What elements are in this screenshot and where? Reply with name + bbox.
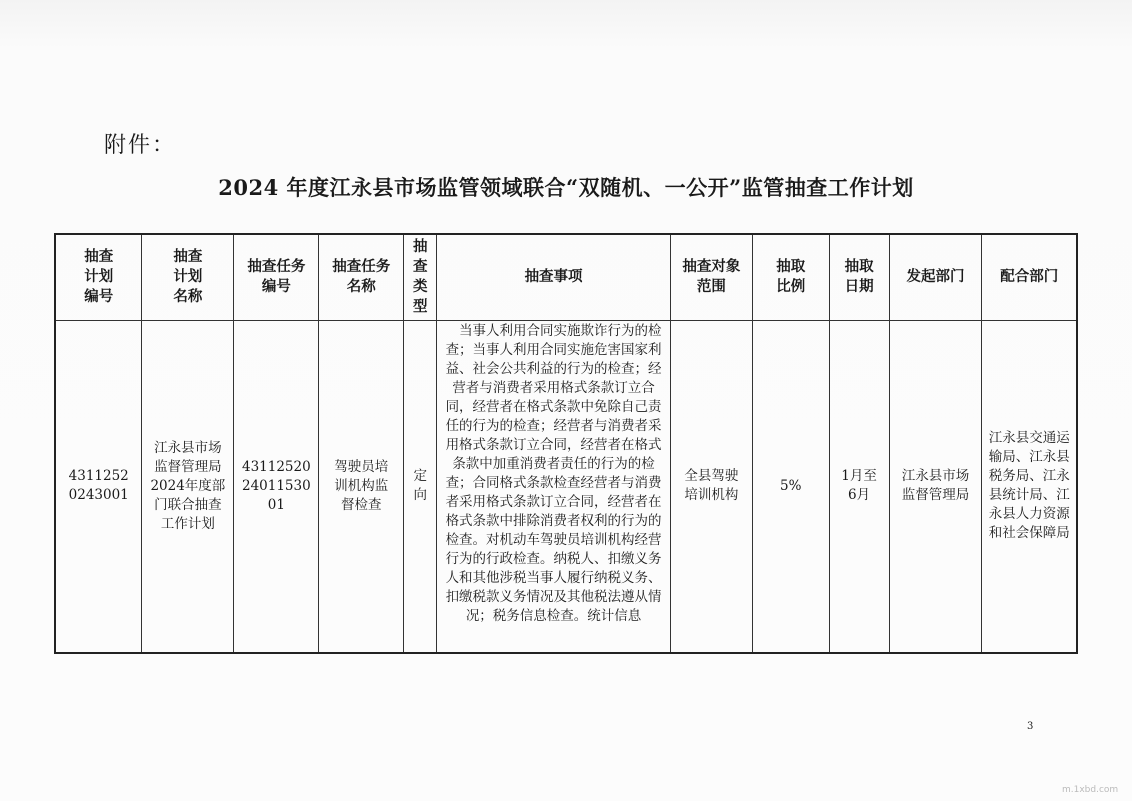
cell-ratio: 5%: [752, 320, 829, 653]
cell-cooperator: 江永县交通运输局、江永县税务局、江永县统计局、江永县人力资源和社会保障局: [982, 320, 1077, 653]
cell-plan-code: 43112520243001: [55, 320, 142, 653]
watermark: m.1xbd.com: [1062, 785, 1119, 795]
page-number: 3: [1027, 721, 1034, 732]
cell-scope: 全县驾驶培训机构: [670, 320, 752, 653]
header-task-name: 抽查任务名称: [319, 234, 404, 320]
header-scope: 抽查对象范围: [670, 234, 752, 320]
header-ratio: 抽取比例: [752, 234, 829, 320]
header-type: 抽查类型: [404, 234, 437, 320]
header-items: 抽查事项: [437, 234, 671, 320]
table-header-row: [55, 234, 1077, 320]
cell-inspection-items: 当事人利用合同实施欺诈行为的检查；当事人利用合同实施危害国家利益、社会公共利益的行为的检查；经营者与消费者采用格式条款订立合同，经营者在格式条款中免除自己责任的行为的检查；经营者与消费者采用格式条款订立合同，经营者在格式条款中加重消费者责任的行为的检查；合同格式条款检查经营者与消费者采用格式条款订立合同，经营者在格式条款中排除消费者权利的行为的检查。对机动车驾驶员培训机构经营行为的行政检查。纳税人、扣缴义务人和其他涉税当事人履行纳税义务、扣缴税款义务情况及其他税法遵从情况；税务信息检查。统计信息: [437, 320, 671, 653]
document-title: 2024 年度江永县市场监管领域联合“双随机、一公开”监管抽查工作计划: [218, 175, 914, 200]
header-initiator: 发起部门: [889, 234, 982, 320]
header-date: 抽取日期: [829, 234, 889, 320]
header-plan-code: 抽查计划编号: [55, 234, 142, 320]
cell-task-code: 431125202401153001: [234, 320, 319, 653]
cell-type: 定向: [404, 320, 437, 653]
cell-task-name: 驾驶员培训机构监督检查: [319, 320, 404, 653]
cell-plan-name: 江永县市场监督管理局2024年度部门联合抽查工作计划: [142, 320, 234, 653]
cell-initiator: 江永县市场监督管理局: [889, 320, 982, 653]
inspection-plan-table: [54, 233, 1078, 654]
attachment-label: 附件：: [104, 133, 177, 158]
cell-date: 1月至6月: [829, 320, 889, 653]
header-plan-name: 抽查计划名称: [142, 234, 234, 320]
header-task-code: 抽查任务编号: [234, 234, 319, 320]
table-row: [55, 320, 1077, 653]
header-cooperator: 配合部门: [982, 234, 1077, 320]
